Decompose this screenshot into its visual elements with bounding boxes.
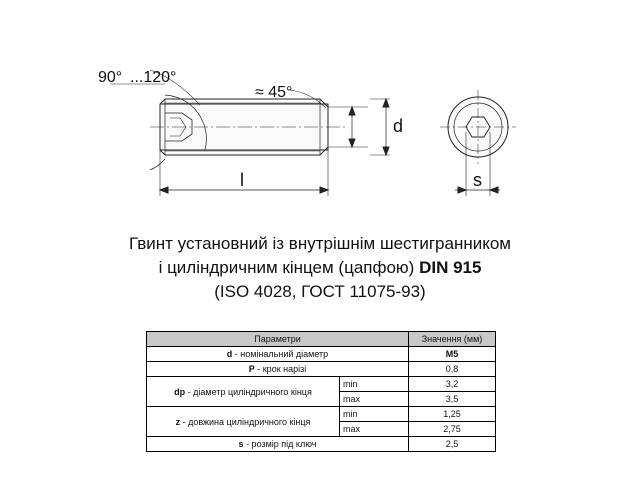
title-block [0, 232, 640, 304]
value-p: 0,8 [409, 362, 496, 377]
desc-z: - довжина циліндричного кінця [180, 416, 311, 427]
table-row [147, 407, 496, 422]
diameter-label: d [393, 116, 404, 136]
table-row [147, 362, 496, 377]
chamfer-label: ≈ 45° [255, 84, 293, 101]
header-parameters: Параметри [147, 332, 409, 347]
title-line-2 [0, 256, 640, 280]
table-row [147, 437, 496, 452]
z-max-label: max [340, 422, 409, 437]
dp-max-value: 3,5 [409, 392, 496, 407]
symbol-z: z [175, 416, 181, 427]
desc-d: - номінальний діаметр [232, 349, 329, 359]
desc-s: - розмір під ключ [243, 439, 317, 449]
symbol-d: d [226, 349, 233, 359]
z-min-value: 1,25 [409, 407, 496, 422]
value-s: 2,5 [409, 437, 496, 452]
symbol-s: s [238, 439, 244, 449]
title-line-1: Гвинт установний із внутрішнім шестигранником [129, 234, 511, 253]
dp-max-label: max [340, 392, 409, 407]
header-value: Значення (мм) [409, 332, 496, 347]
angle-label: 90° [98, 69, 123, 86]
symbol-p: P [248, 364, 255, 374]
parameters-table [146, 331, 496, 452]
table-header-row [147, 332, 496, 347]
value-d: M5 [409, 347, 496, 362]
param-s [147, 437, 409, 452]
title-line-2-text: і циліндричним кінцем (цапфою) [158, 258, 420, 277]
param-d [147, 347, 409, 362]
table-row [147, 347, 496, 362]
z-min-label: min [340, 407, 409, 422]
standard-label: DIN 915 [419, 258, 482, 277]
desc-p: - крок нарізі [254, 364, 307, 374]
length-label: l [240, 170, 244, 190]
dp-min-value: 3,2 [409, 377, 496, 392]
param-dp [147, 377, 340, 407]
param-z [147, 407, 340, 437]
key-label: s [473, 170, 482, 190]
desc-dp: - діаметр циліндричного кінця [185, 386, 312, 397]
dp-min-label: min [340, 377, 409, 392]
symbol-dp: dp [174, 386, 186, 397]
z-max-value: 2,75 [409, 422, 496, 437]
angle-label-range: ...120° [130, 69, 177, 86]
param-p [147, 362, 409, 377]
table-row [147, 377, 496, 392]
title-line-3: (ISO 4028, ГОСТ 11075-93) [214, 282, 426, 301]
technical-drawing [0, 0, 640, 215]
